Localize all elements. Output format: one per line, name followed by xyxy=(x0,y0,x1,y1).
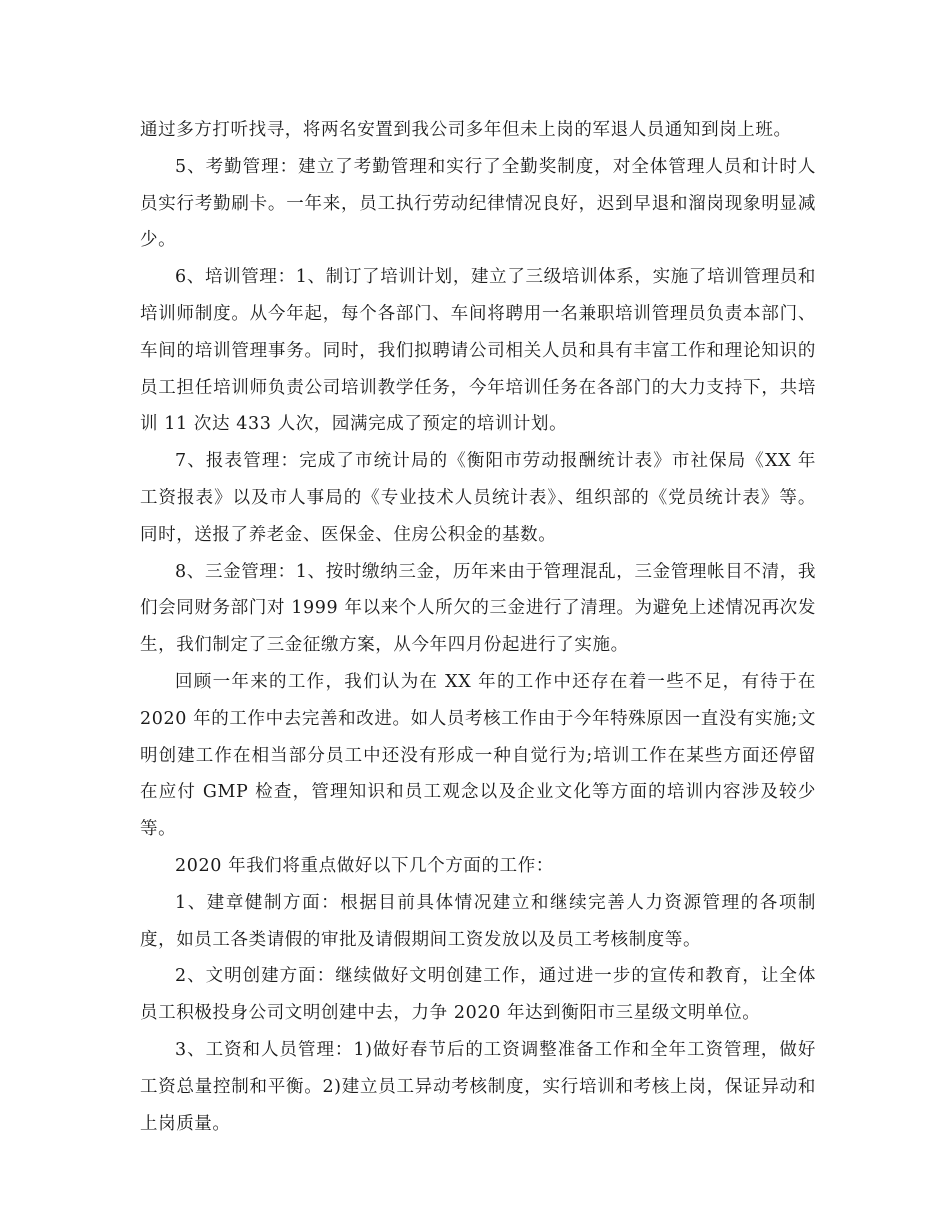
paragraph-three-funds-management: 8、三金管理：1、按时缴纳三金，历年来由于管理混乱，三金管理帐目不清，我们会同财务部门对 1999 年以来个人所欠的三金进行了清理。为避免上述情况再次发生，我们制定了三金征缴方案，从今年四月份起进行了实施。 xyxy=(140,561,816,656)
paragraph-civilization-creation: 2、文明创建方面：继续做好文明创建工作，通过进一步的宣传和教育，让全体员工积极投身公司文明创建中去，力争 2020 年达到衡阳市三星级文明单位。 xyxy=(140,966,816,1024)
document-body xyxy=(140,112,816,1142)
paragraph-review: 回顾一年来的工作，我们认为在 XX 年的工作中还存在着一些不足，有待于在 2020 年的工作中去完善和改进。如人员考核工作由于今年特殊原因一直没有实施;文明创建工作在相当部分员工中还没有形成一种自觉行为;培训工作在某些方面还停留在应付 GMP 检查，管理知识和员工观念以及企业文化等方面的培训内容涉及较少等。 xyxy=(140,671,816,840)
paragraph-report-management: 7、报表管理：完成了市统计局的《衡阳市劳动报酬统计表》市社保局《XX 年工资报表》以及市人事局的《专业技术人员统计表》、组织部的《党员统计表》等。同时，送报了养老金、医保金、住房公积金的基数。 xyxy=(140,451,816,545)
paragraph-training-management: 6、培训管理：1、制订了培训计划，建立了三级培训体系，实施了培训管理员和培训师制度。从今年起，每个各部门、车间将聘用一名兼职培训管理员负责本部门、车间的培训管理事务。同时，我们拟聘请公司相关人员和具有丰富工作和理论知识的员工担任培训师负责公司培训教学任务，今年培训任务在各部门的大力支持下，共培训 11 次达 433 人次，园满完成了预定的培训计划。 xyxy=(140,267,816,435)
paragraph-next-year-intro: 2020 年我们将重点做好以下几个方面的工作： xyxy=(175,855,554,876)
paragraph-attendance-management: 5、考勤管理：建立了考勤管理和实行了全勤奖制度，对全体管理人员和计时人员实行考勤刷卡。一年来，员工执行劳动纪律情况良好，迟到早退和溜岗现象明显减少。 xyxy=(140,156,816,251)
paragraph-wage-personnel: 3、工资和人员管理：1)做好春节后的工资调整准备工作和全年工资管理，做好工资总量控制和平衡。2)建立员工异动考核制度，实行培训和考核上岗，保证异动和上岗质量。 xyxy=(140,1039,816,1134)
paragraph-continuation: 通过多方打听找寻，将两名安置到我公司多年但未上岗的军退人员通知到岗上班。 xyxy=(140,120,792,140)
paragraph-rules-system: 1、建章健制方面：根据目前具体情况建立和继续完善人力资源管理的各项制度，如员工各类请假的审批及请假期间工资发放以及员工考核制度等。 xyxy=(140,892,816,950)
